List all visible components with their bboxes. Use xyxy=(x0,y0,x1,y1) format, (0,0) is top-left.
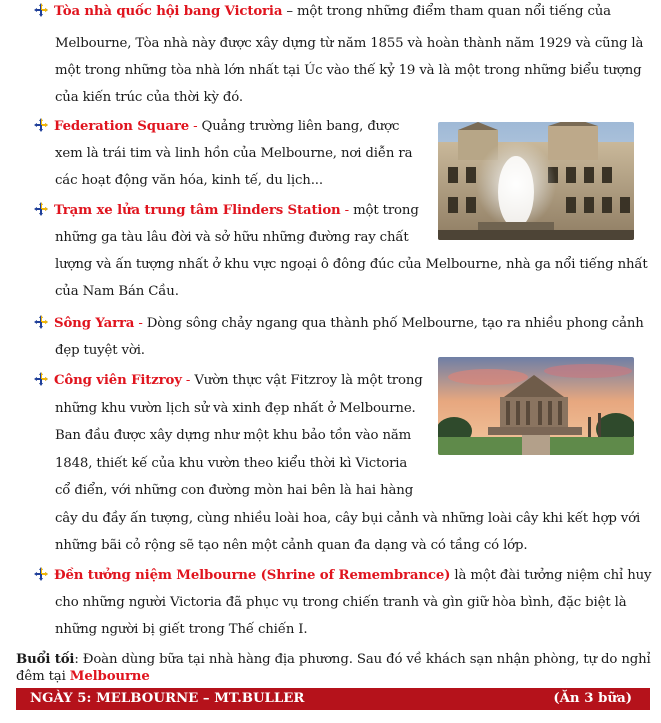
bullet-arrow-icon xyxy=(34,372,48,386)
evening-place: Melbourne xyxy=(69,669,150,684)
item-5-line-3: Ban đầu được xây dựng như một khu bảo tồn vào năm xyxy=(55,428,412,443)
day-title: NGÀY 5: MELBOURNE – MT.BULLER xyxy=(30,691,305,706)
building-fountain-photo xyxy=(438,122,634,240)
item-6-line-2: cho những người Victoria đã phục vụ trong chiến tranh và gìn giữ hòa bình, đặc biệt là xyxy=(55,595,627,610)
item-3-line-1: Trạm xe lửa trung tâm Flinders Station - một trong xyxy=(34,202,419,220)
item-title: Trạm xe lửa trung tâm Flinders Station xyxy=(54,203,341,218)
item-text: là một đài tưởng niệm chỉ huy xyxy=(454,568,652,583)
item-5-line-4: 1848, thiết kế của khu vườn theo kiểu thời kì Victoria xyxy=(55,456,408,471)
item-3-line-3: lượng và ấn tượng nhất ở khu vực ngoại ô đông đúc của Melbourne, nhà ga nổi tiếng nhất xyxy=(55,257,648,272)
evening-line-2: đêm tại Melbourne xyxy=(16,669,150,684)
shrine-sunset-photo xyxy=(438,357,634,455)
evening-text: : Đoàn dùng bữa tại nhà hàng địa phương. Sau đó về khách sạn nhận phòng, tự do nghỉ xyxy=(74,652,651,667)
item-1-line-1: Tòa nhà quốc hội bang Victoria – một trong những điểm tham quan nổi tiếng của xyxy=(34,3,611,21)
evening-line-1 xyxy=(16,651,651,669)
item-title: Tòa nhà quốc hội bang Victoria xyxy=(54,4,283,19)
item-5-line-5: cổ điển, với những con đường mòn hai bên là hai hàng xyxy=(55,483,414,498)
item-3-line-4: của Nam Bán Cầu. xyxy=(55,284,179,299)
item-1-line-4: của kiến trúc của thời kỳ đó. xyxy=(55,90,243,105)
item-title: Đền tưởng niệm Melbourne (Shrine of Remembrance) xyxy=(54,568,451,583)
item-1-line-2: Melbourne, Tòa nhà này được xây dựng từ năm 1855 và hoàn thành năm 1929 và cũng là xyxy=(55,36,644,51)
item-2-line-3: các hoạt động văn hóa, kinh tế, du lịch... xyxy=(55,173,323,188)
bullet-arrow-icon xyxy=(34,315,48,329)
item-title: Công viên Fitzroy xyxy=(54,373,182,388)
bullet-arrow-icon xyxy=(34,3,48,17)
item-title: Federation Square xyxy=(54,119,190,134)
item-4-line-1: Sông Yarra - Dòng sông chảy ngang qua thành phố Melbourne, tạo ra nhiều phong cảnh xyxy=(34,315,644,333)
item-2-line-1: Federation Square - Quảng trường liên bang, được xyxy=(34,118,399,136)
item-text: Vườn thực vật Fitzroy là một trong xyxy=(194,373,423,388)
bullet-arrow-icon xyxy=(34,118,48,132)
item-3-line-2: những ga tàu lâu đời và sở hữu những đường ray chất xyxy=(55,230,409,245)
item-title: Sông Yarra xyxy=(54,316,135,331)
item-5-line-6: cây du đầy ấn tượng, cùng nhiều loài hoa, cây bụi cảnh và những loài cây khi kết hợp với xyxy=(55,511,641,526)
item-5-line-1: Công viên Fitzroy - Vườn thực vật Fitzroy là một trong xyxy=(34,372,423,390)
item-2-line-2: xem là trái tim và linh hồn của Melbourne, nơi diễn ra xyxy=(55,146,413,161)
item-6-line-1 xyxy=(34,567,651,585)
item-4-line-2: đẹp tuyệt vời. xyxy=(55,343,145,358)
item-1-line-3: một trong những tòa nhà lớn nhất tại Úc vào thế kỷ 19 và là một trong những biểu tượng xyxy=(55,63,642,78)
item-5-line-2: những khu vườn lịch sử và xinh đẹp nhất ở Melbourne. xyxy=(55,401,416,416)
bullet-arrow-icon xyxy=(34,202,48,216)
bullet-arrow-icon xyxy=(34,567,48,581)
item-text: một trong xyxy=(353,203,419,218)
day-meals: (Ăn 3 bữa) xyxy=(553,691,632,706)
item-text: Quảng trường liên bang, được xyxy=(201,119,400,134)
item-6-line-3: những người bị giết trong Thế chiến I. xyxy=(55,622,308,637)
item-text: Dòng sông chảy ngang qua thành phố Melbourne, tạo ra nhiều phong cảnh xyxy=(146,316,644,331)
item-text: một trong những điểm tham quan nổi tiếng của xyxy=(296,4,611,19)
evening-label: Buổi tối xyxy=(16,652,75,667)
day-header-bar xyxy=(16,688,650,710)
item-5-line-7: những bãi cỏ rộng sẽ tạo nên một cảnh quan đa dạng và có tầng có lớp. xyxy=(55,538,528,553)
